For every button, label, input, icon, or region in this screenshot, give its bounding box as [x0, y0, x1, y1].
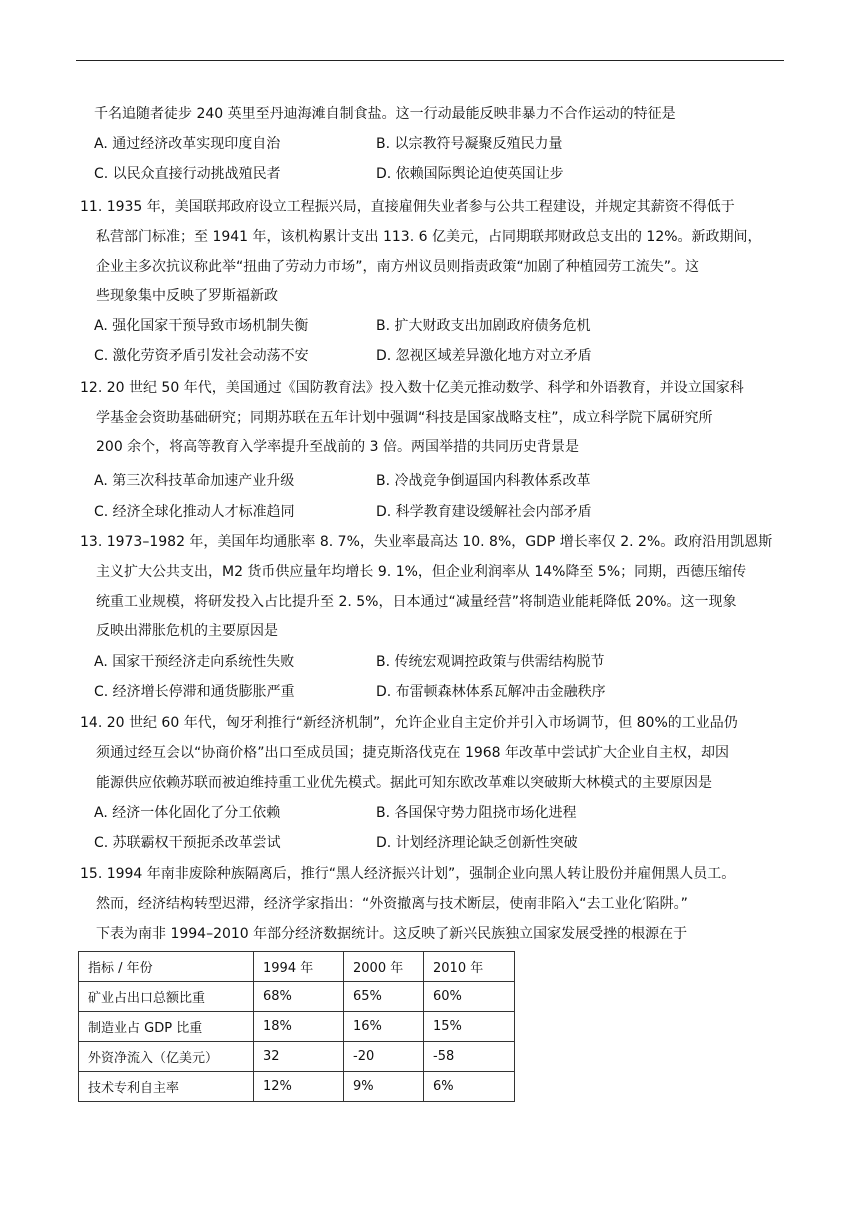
q15-text-line: 15. 1994 年南非废除种族隔离后，推行“黑人经济振兴计划”，强制企业向黑人转让股份并雇佣黑人员工。: [80, 866, 736, 882]
table-cell: -58: [424, 1042, 515, 1072]
table-header-cell: 1994 年: [254, 952, 344, 982]
q14-option-d: D. 计划经济理论缺乏创新性突破: [376, 835, 578, 851]
q11-option-c: C. 激化劳资矛盾引发社会动荡不安: [94, 348, 309, 364]
q14-text-line: 能源供应依赖苏联而被迫维持重工业优先模式。据此可知东欧改革难以突破斯大林模式的主要原因是: [96, 775, 712, 791]
q15-text-line: 下表为南非 1994–2010 年部分经济数据统计。这反映了新兴民族独立国家发展受挫的根源在于: [96, 926, 688, 942]
table-cell: 矿业占出口总额比重: [79, 982, 254, 1012]
table-row: [79, 1012, 515, 1042]
q12-text-line: 学基金会资助基础研究；同期苏联在五年计划中强调“科技是国家战略支柱”，成立科学院下属研究所: [96, 410, 713, 426]
table-cell: 12%: [254, 1072, 344, 1102]
q13-option-c: C. 经济增长停滞和通货膨胀严重: [94, 684, 295, 700]
q10-option-c: C. 以民众直接行动挑战殖民者: [94, 166, 281, 182]
q13-option-a: A. 国家干预经济走向系统性失败: [94, 654, 295, 670]
q12-option-c: C. 经济全球化推动人才标准趋同: [94, 504, 295, 520]
q12-option-d: D. 科学教育建设缓解社会内部矛盾: [376, 504, 592, 520]
table-row: [79, 1042, 515, 1072]
table-cell: 制造业占 GDP 比重: [79, 1012, 254, 1042]
table-cell: 16%: [344, 1012, 424, 1042]
q13-text-line: 13. 1973–1982 年，美国年均通胀率 8. 7%，失业率最高达 10. 8%，GDP 增长率仅 2. 2%。政府沿用凯恩斯: [80, 534, 773, 550]
economic-data-table: [78, 951, 515, 1102]
table-header-cell: 2000 年: [344, 952, 424, 982]
q13-option-d: D. 布雷顿森林体系瓦解冲击金融秩序: [376, 684, 606, 700]
table-header-cell: 2010 年: [424, 952, 515, 982]
table-cell: 18%: [254, 1012, 344, 1042]
table-row: [79, 982, 515, 1012]
header-rule: [76, 60, 784, 61]
q13-text-line: 反映出滞胀危机的主要原因是: [96, 623, 278, 639]
q14-text-line: 14. 20 世纪 60 年代，匈牙利推行“新经济机制”，允许企业自主定价并引入市场调节，但 80%的工业品仍: [80, 715, 738, 731]
q11-option-a: A. 强化国家干预导致市场机制失衡: [94, 318, 309, 334]
table-header-cell: 指标 / 年份: [79, 952, 254, 982]
table-row: [79, 1072, 515, 1102]
q12-option-b: B. 冷战竞争倒逼国内科教体系改革: [376, 473, 591, 489]
q13-text-line: 主义扩大公共支出，M2 货币供应量年均增长 9. 1%，但企业利润率从 14%降至 5%；同期，西德压缩传: [96, 564, 747, 580]
table-cell: 6%: [424, 1072, 515, 1102]
table-cell: 9%: [344, 1072, 424, 1102]
q14-option-c: C. 苏联霸权干预扼杀改革尝试: [94, 835, 281, 851]
table-cell: 60%: [424, 982, 515, 1012]
q12-text-line: 12. 20 世纪 50 年代，美国通过《国防教育法》投入数十亿美元推动数学、科学和外语教育，并设立国家科: [80, 380, 744, 396]
table-cell: 32: [254, 1042, 344, 1072]
table-cell: 65%: [344, 982, 424, 1012]
q14-option-b: B. 各国保守势力阻挠市场化进程: [376, 805, 577, 821]
table-cell: 68%: [254, 982, 344, 1012]
table-cell: 技术专利自主率: [79, 1072, 254, 1102]
q13-text-line: 统重工业规模，将研发投入占比提升至 2. 5%，日本通过“减量经营”将制造业能耗降低 20%。这一现象: [96, 594, 737, 610]
q14-option-a: A. 经济一体化固化了分工依赖: [94, 805, 281, 821]
q10-option-b: B. 以宗教符号凝聚反殖民力量: [376, 136, 563, 152]
q11-text-line: 企业主多次抗议称此举“扭曲了劳动力市场”，南方州议员则指责政策“加剧了种植园劳工流失”。这: [96, 259, 700, 275]
table-cell: 15%: [424, 1012, 515, 1042]
q11-option-d: D. 忽视区域差异激化地方对立矛盾: [376, 348, 592, 364]
q10-option-a: A. 通过经济改革实现印度自治: [94, 136, 281, 152]
q15-text-line: 然而，经济结构转型迟滞，经济学家指出：“外资撤离与技术断层，使南非陷入“去工业化′陷阱。”: [96, 896, 688, 912]
q13-option-b: B. 传统宏观调控政策与供需结构脱节: [376, 654, 605, 670]
q14-text-line: 须通过经互会以“协商价格”出口至成员国；捷克斯洛伐克在 1968 年改革中尝试扩大企业自主权，却因: [96, 745, 730, 761]
table-cell: 外资净流入（亿美元）: [79, 1042, 254, 1072]
q11-text-line: 些现象集中反映了罗斯福新政: [96, 288, 278, 304]
q10-option-d: D. 依赖国际舆论迫使英国让步: [376, 166, 564, 182]
q12-text-line: 200 余个，将高等教育入学率提升至战前的 3 倍。两国举措的共同历史背景是: [96, 439, 579, 455]
table-cell: -20: [344, 1042, 424, 1072]
q11-text-line: 私营部门标准；至 1941 年，该机构累计支出 113. 6 亿美元，占同期联邦财政总支出的 12%。新政期间，: [96, 229, 762, 245]
q12-option-a: A. 第三次科技革命加速产业升级: [94, 473, 295, 489]
q11-option-b: B. 扩大财政支出加剧政府债务危机: [376, 318, 591, 334]
q10-text-line: 千名追随者徒步 240 英里至丹迪海滩自制食盐。这一行动最能反映非暴力不合作运动的特征是: [94, 106, 676, 122]
table-header-row: [79, 952, 515, 982]
q11-text-line: 11. 1935 年，美国联邦政府设立工程振兴局，直接雇佣失业者参与公共工程建设，并规定其薪资不得低于: [80, 199, 735, 215]
